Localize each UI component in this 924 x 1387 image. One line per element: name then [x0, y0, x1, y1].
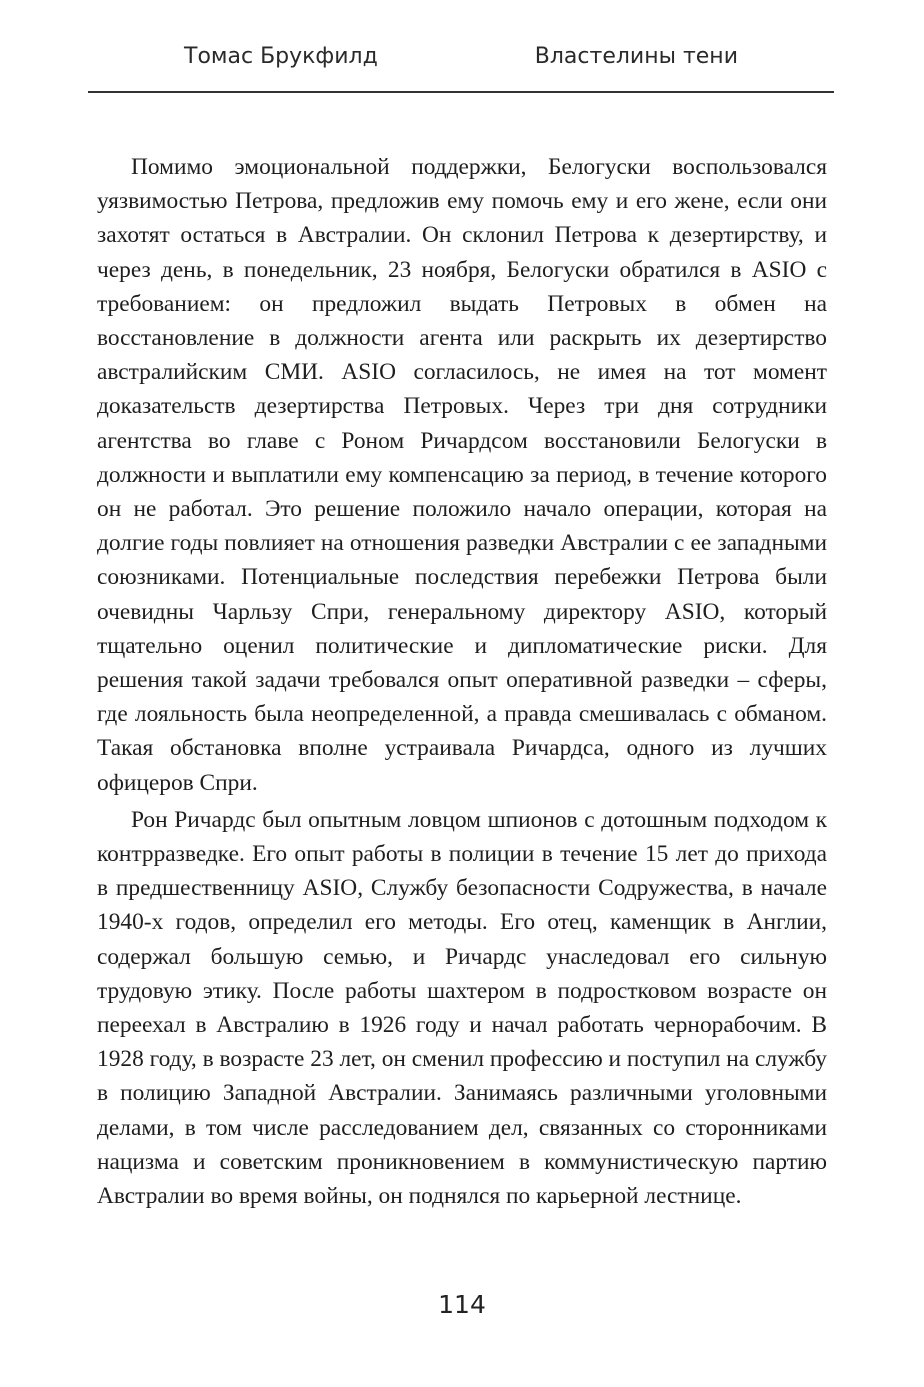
paragraph: Помимо эмоциональной поддержки, Белогуски воспользовался уязвимостью Петрова, предложив ему помочь ему и его жене, если они захотят остаться в Австралии. Он склонил Петрова к дезертирству, и через день, в понедельник, 23 ноября, Белогуски обратился в ASIO с требованием: он предложил выдать Петровых в обмен на восстановление в должности агента или раскрыть их дезертирство австралийским СМИ. ASIO согласилось, не имея на тот момент доказательств дезертирства Петровых. Через три дня сотрудники агентства во главе с Роном Ричардсом восстановили Белогуски в должности и выплатили ему компенсацию за период, в течение которого он не работал. Это решение положило начало операции, которая на долгие годы повлияет на отношения разведки Австралии с ее западными союзниками. Потенциальные последствия перебежки Петрова были очевидны Чарльзу Спри, генеральному директору ASIO, который тщательно оценил политические и дипломатические риски. Для решения такой задачи требовался опыт оперативной разведки – сферы, где лояльность была неопределенной, а правда смешивалась с обманом. Такая обстановка вполне устраивала Ричардса, одного из лучших офицеров Спри. — [97, 154, 827, 796]
running-header — [88, 44, 834, 74]
paragraph: Рон Ричардс был опытным ловцом шпионов с дотошным подходом к контрразведке. Его опыт работы в полиции в течение 15 лет до прихода в предшественницу ASIO, Службу безопасности Содружества, в начале 1940-х годов, определил его методы. Его отец, каменщик в Англии, содержал большую семью, и Ричардс унаследовал его сильную трудовую этику. После работы шахтером в подростковом возрасте он переехал в Австралию в 1926 году и начал работать чернорабочим. В 1928 году, в возрасте 23 лет, он сменил профессию и поступил на службу в полицию Западной Австралии. Занимаясь различными уголовными делами, в том числе расследованием дел, связанных со сторонниками нацизма и советским проникновением в коммунистическую партию Австралии во время войны, он поднялся по карьерной лестнице. — [97, 806, 827, 1210]
header-author: Томас Брукфилд — [184, 44, 378, 69]
header-book-title: Властелины тени — [534, 44, 738, 69]
page-number: 114 — [438, 1290, 486, 1319]
body-text — [97, 150, 827, 1213]
header-divider — [88, 91, 834, 93]
